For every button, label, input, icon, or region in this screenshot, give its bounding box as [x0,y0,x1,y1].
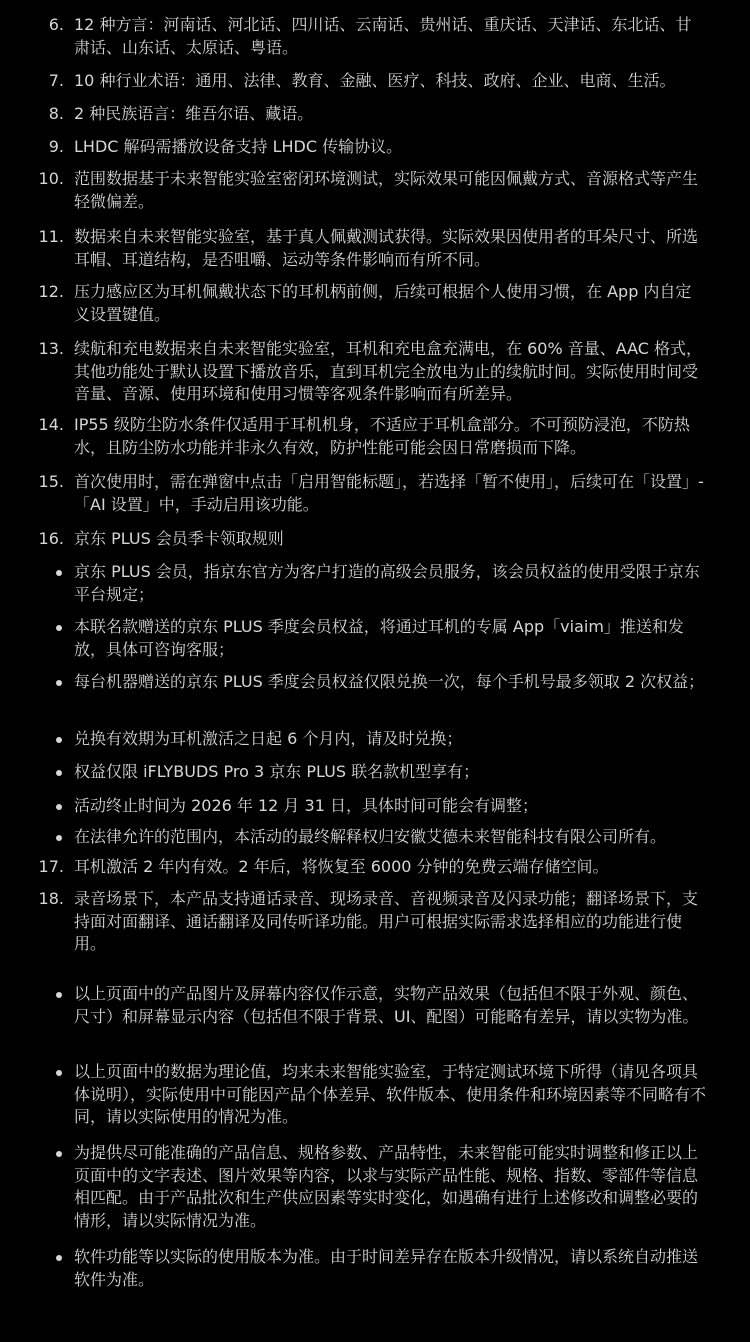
item-text: 软件功能等以实际的使用版本为准。由于时间差异存在版本升级情况，请以系统自动推送软件为准。 [74,1247,699,1289]
item-text: 首次使用时，需在弹窗中点击「启用智能标题」，若选择「暂不使用」，后续可在「设置」-「AI 设置」中，手动启用该功能。 [74,472,704,514]
bullet-dot-icon [56,680,62,686]
bullet-dot-icon [56,570,62,576]
bullet-dot-icon [56,770,62,776]
bullet-dot-icon [56,835,62,841]
bullet-dot-icon [56,1070,62,1076]
item-number: 12. [38,282,64,301]
item-text: 续航和充电数据来自未来智能实验室，耳机和充电盒充满电，在 60% 音量、AAC 格式，其他功能处于默认设置下播放音乐，直到耳机完全放电为止的续航时间。实际使用时间受音量、音源、使用环境和使用习惯等客观条件影响而有所差异。 [74,339,703,403]
item-text: 权益仅限 iFLYBUDS Pro 3 京东 PLUS 联名款机型享有； [74,762,480,781]
item-text: 以上页面中的数据为理论值，均来未来智能实验室，于特定测试环境下所得（请见各项具体说明），实际使用中可能因产品个体差异、软件版本、使用条件和环境因素等不同略有不同，请以实际使用的情况为准。 [74,1062,707,1126]
bullet-dot-icon [56,625,62,631]
item-text: 范围数据基于未来智能实验室密闭环境测试，实际效果可能因佩戴方式、音源格式等产生轻微偏差。 [74,169,699,211]
item-number: 15. [38,472,64,491]
item-text: IP55 级防尘防水条件仅适用于耳机机身，不适应于耳机盒部分。不可预防浸泡，不防热水，且防尘防水功能并非永久有效，防护性能可能会因日常磨损而下降。 [74,415,690,457]
bullet-dot-icon [56,992,62,998]
bullet-dot-icon [56,737,62,743]
item-text: 兑换有效期为耳机激活之日起 6 个月内，请及时兑换； [74,729,463,748]
item-number: 6. [48,15,64,34]
item-text: 京东 PLUS 会员季卡领取规则 [74,529,284,548]
item-number: 7. [48,71,64,90]
item-number: 14. [38,415,64,434]
item-number: 9. [48,137,64,156]
item-text: 京东 PLUS 会员，指京东官方为客户打造的高级会员服务，该会员权益的使用受限于京东平台规定； [74,562,700,604]
item-text: 每台机器赠送的京东 PLUS 季度会员权益仅限兑换一次，每个手机号最多领取 2 次权益； [74,672,705,691]
item-text: 耳机激活 2 年内有效。2 年后，将恢复至 6000 分钟的免费云端存储空间。 [74,857,609,876]
item-number: 8. [48,104,64,123]
item-text: 10 种行业术语：通用、法律、教育、金融、医疗、科技、政府、企业、电商、生活。 [74,71,676,90]
item-text: 本联名款赠送的京东 PLUS 季度会员权益，将通过耳机的专属 App「viaim」推送和发放，具体可咨询客服； [74,617,684,659]
item-number: 18. [38,889,64,908]
item-number: 17. [38,857,64,876]
item-number: 10. [38,169,64,188]
item-text: 录音场景下，本产品支持通话录音、现场录音、音视频录音及闪录功能；翻译场景下，支持面对面翻译、通话翻译及同传听译功能。用户可根据实际需求选择相应的功能进行使用。 [74,889,699,953]
item-text: 为提供尽可能准确的产品信息、规格参数、产品特性，未来智能可能实时调整和修正以上页面中的文字表述、图片效果等内容，以求与实际产品性能、规格、指数、零部件等信息相匹配。由于产品批次和生产供应因素等实时变化，如遇确有进行上述修改和调整必要的情形，请以实际情况为准。 [74,1143,699,1230]
bullet-dot-icon [56,1255,62,1261]
item-number: 11. [38,227,64,246]
item-text: 活动终止时间为 2026 年 12 月 31 日，具体时间可能会有调整； [74,796,538,815]
item-text: 以上页面中的产品图片及屏幕内容仅作示意，实物产品效果（包括但不限于外观、颜色、尺寸）和屏幕显示内容（包括但不限于背景、UI、配图）可能略有差异，请以实物为准。 [74,984,699,1026]
bullet-dot-icon [56,804,62,810]
item-number: 16. [38,529,64,548]
item-text: 数据来自未来智能实验室，基于真人佩戴测试获得。实际效果因使用者的耳朵尺寸、所选耳帽、耳道结构，是否咀嚼、运动等条件影响而有所不同。 [74,227,699,269]
item-number: 13. [38,339,64,358]
bullet-dot-icon [56,1151,62,1157]
item-text: 在法律允许的范围内，本活动的最终解释权归安徽艾德未来智能科技有限公司所有。 [74,827,667,846]
item-text: 压力感应区为耳机佩戴状态下的耳机柄前侧，后续可根据个人使用习惯，在 App 内自定义设置键值。 [74,282,692,324]
item-text: LHDC 解码需播放设备支持 LHDC 传输协议。 [74,137,403,156]
item-text: 12 种方言：河南话、河北话、四川话、云南话、贵州话、重庆话、天津话、东北话、甘肃话、山东话、太原话、粤语。 [74,15,692,57]
item-text: 2 种民族语言：维吾尔语、藏语。 [74,104,314,123]
